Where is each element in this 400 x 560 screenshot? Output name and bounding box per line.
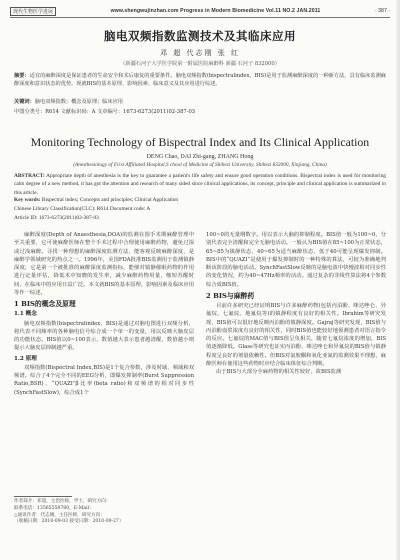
closing-paragraph: 由于BIS与大部分全麻药物的相关性较好，故BIS监测: [216, 369, 342, 375]
footnote-author: 作者简介：邓超，主治医师，学士，研究方向：: [14, 499, 111, 504]
page-edge-shadow: [396, 0, 400, 560]
english-affiliation: (Anesthesiology of First Affiliated Hospital,S chool of Medicine of Shihezi University, Shihezi 832000, Xinjiang, China): [73, 162, 327, 168]
body-column-right: [206, 231, 386, 376]
footnote-corresponding: △通讯作者：代志刚，主任医师，研究方向：: [14, 512, 105, 518]
section-heading-2: 2 BIS与麻醉药: [206, 291, 255, 300]
footnotes: [14, 499, 194, 526]
subsection-heading-1-2: 1.2 原理: [14, 355, 37, 362]
header-rule: [10, 17, 390, 18]
journal-logo: 现代生物医学进展: [10, 7, 56, 16]
body-column-left: [14, 231, 194, 397]
footnote-rule: [14, 496, 72, 497]
page-number: · 387 ·: [375, 8, 390, 14]
english-authors: DENG Chao, DAI Zhi-gang, ZHANG Hong: [146, 154, 254, 160]
section-heading-1: 1 BIS的概念及原理: [14, 300, 76, 308]
subsection-heading-1-1: 1.1 概念: [14, 311, 37, 318]
journal-url-and-title: www.shengwujinzhan.com Progress in Modern Biomedicine Vol.11 NO.2 JAN.2011: [110, 8, 321, 14]
anesthetics-paragraph: 目前许多研究已经证明BIS与许多麻醉药物(包括丙泊酚、咪达唑仑、异氟烷、七氟烷、地氟烷等)的镇静程度有良好的相关性。Ibrahim等研究发现，BIS值可以很好地反映丙泊酚的镇静深度。Gajraj等研究发现，BIS值与丙泊酚血浆浓度有良好的相关性，同时BIS值也能较好地预测患者对语言指令的反应。七氟烷的MAC值与BIS值呈负相关，随着七氟烷浓度的增加，BIS值逐渐降低。Glass等研究也证实丙泊酚、咪达唑仑和异氟烷的BIS值与镇静程度呈良好的剂量依赖性。但BIS对氯胺酮和氧化亚氮的监测效果不理想，麻醉医师在使用这些药物时应结合临床体征综合判断。: [206, 303, 386, 367]
intro-paragraph: 麻醉深度(Depth of Anaesthesia,DOA)的监测在围手术期麻醉管理中至关重要，它可使麻醉医师在整个手术过程中合理使用麻醉药物，避免过深或过浅麻醉。寻找一种理想的麻醉深度监测方法，能客观反映麻醉深度，是麻醉学领域研究的热点之一。1996年，美国FDA批准BIS监测用于监测镇静深度，它是第一个被批准的麻醉深度监测指标，能够对镇静催眠药物的作用进行定量评估，降低术中知晓的发生率，减少麻醉药物用量，缩短苏醒时间，在临床中的应用日益广泛。本文就BIS的基本原理、影响因素及临床应用等作一综述。: [14, 232, 194, 296]
chinese-abstract: [14, 72, 386, 89]
english-abstract-label: ABSTRACT:: [14, 173, 45, 179]
english-abstract-text: Appropriate depth of anesthesia is the key to guarantee a patient's life safety and ensure good operation conditions. Bispectral index is used for monitoring calm degree of a new method, it has got the attention and research of many sided since clinical applications, its concept, principle and clinical application is summarized in this article.: [14, 173, 386, 196]
chinese-classification: 中图分类号：R614 文献标识码：A 文章编号：1673-6273(2011)02-387-03: [14, 109, 196, 115]
chinese-abstract-label: 摘要：: [14, 73, 30, 79]
footnote-contact: 联系电话：13565558780，E-Mail：: [14, 505, 94, 511]
running-header: [10, 6, 390, 16]
english-keywords-text: Bispectral index; Concepts and principles; Clinical Application: [41, 197, 179, 203]
english-article-id: Article ID: 1673-6273(2011)02-387-03: [14, 215, 99, 221]
english-title: Monitoring Technology of Bispectral Index and Its Clinical Application: [30, 135, 370, 149]
chinese-keywords-text: 脑电双频指数；概念及原理；临床应用: [34, 99, 123, 105]
concept-paragraph: 脑电双频指数(bispectralindex，BIS)是通过对脑电图进行双频分析，将代表不同频率的各种脑电信号综合成一个单一的变量，用以反映大脑皮层的功能状态。BIS值以0~100表示，数值越大表示患者越清醒，数值越小则提示大脑皮层抑制越严重。: [14, 320, 194, 352]
chinese-keywords-label: 关键词：: [14, 99, 35, 105]
principle-continued-paragraph: 100~0的无量纲数字。用以表示大脑的抑制程度。BIS值一般为100~0，分别代表完全清醒和完全无脑电活动。一般认为BIS值在85~100为正常状态，65~85为镇静状态，40~65为适当麻醉状态，低于40可能呈现爆发抑制。BIS中的“QUAZI”是使用于爆发抑制时的一种特殊的算法，可较为准确地判断该阶段的脑电活动。SynchFastSlow反映的是脑电波中快慢波相对同步性的变化情况，约为40~47Hz频率的活动。通过复杂的非线性算法将4个参数综合成BIS值。: [206, 232, 386, 288]
chinese-affiliation: （新疆石河子大学医学院第一附属医院麻醉科 新疆 石河子 832000）: [120, 61, 280, 67]
english-keywords: [14, 197, 386, 203]
english-keywords-label: Key words:: [14, 197, 41, 203]
footnote-dates: （收稿日期：2010-09-03 接受日期：2010-09-27）: [14, 519, 124, 525]
chinese-abstract-text: 适宜的麻醉深度是保证患者的生命安全和术后康复的重要条件。脑电双频指数(bispectralindex，BIS)是用于监测麻醉深度的一种新方法，具有临床监测麻醉深度和意识状态的优势。现就BIS的基本原理、影响因素、临床意义及其应用进行综述。: [14, 73, 386, 88]
chinese-authors: 邓 超 代志刚 张 红: [160, 49, 240, 57]
english-abstract: [14, 172, 386, 197]
chinese-title: 脑电双频指数监测技术及其临床应用: [104, 29, 296, 43]
principle-paragraph: 双频指数(Bispectral Index,BIS)是1个复合参数，涉及时域、频域和双频谱。综合了4个完全不同的EEG分析，即爆发抑制率(Burst Suppression Ratio,BSR)、“QUAZI”β比率(beta ratio)和双频谱的相对同步性(SynchFastSlow)，综合成1个: [14, 364, 194, 396]
chinese-keywords: [14, 98, 386, 105]
english-classification: Chinese Library Classification(CLC): R614 Document code: A: [14, 206, 151, 212]
